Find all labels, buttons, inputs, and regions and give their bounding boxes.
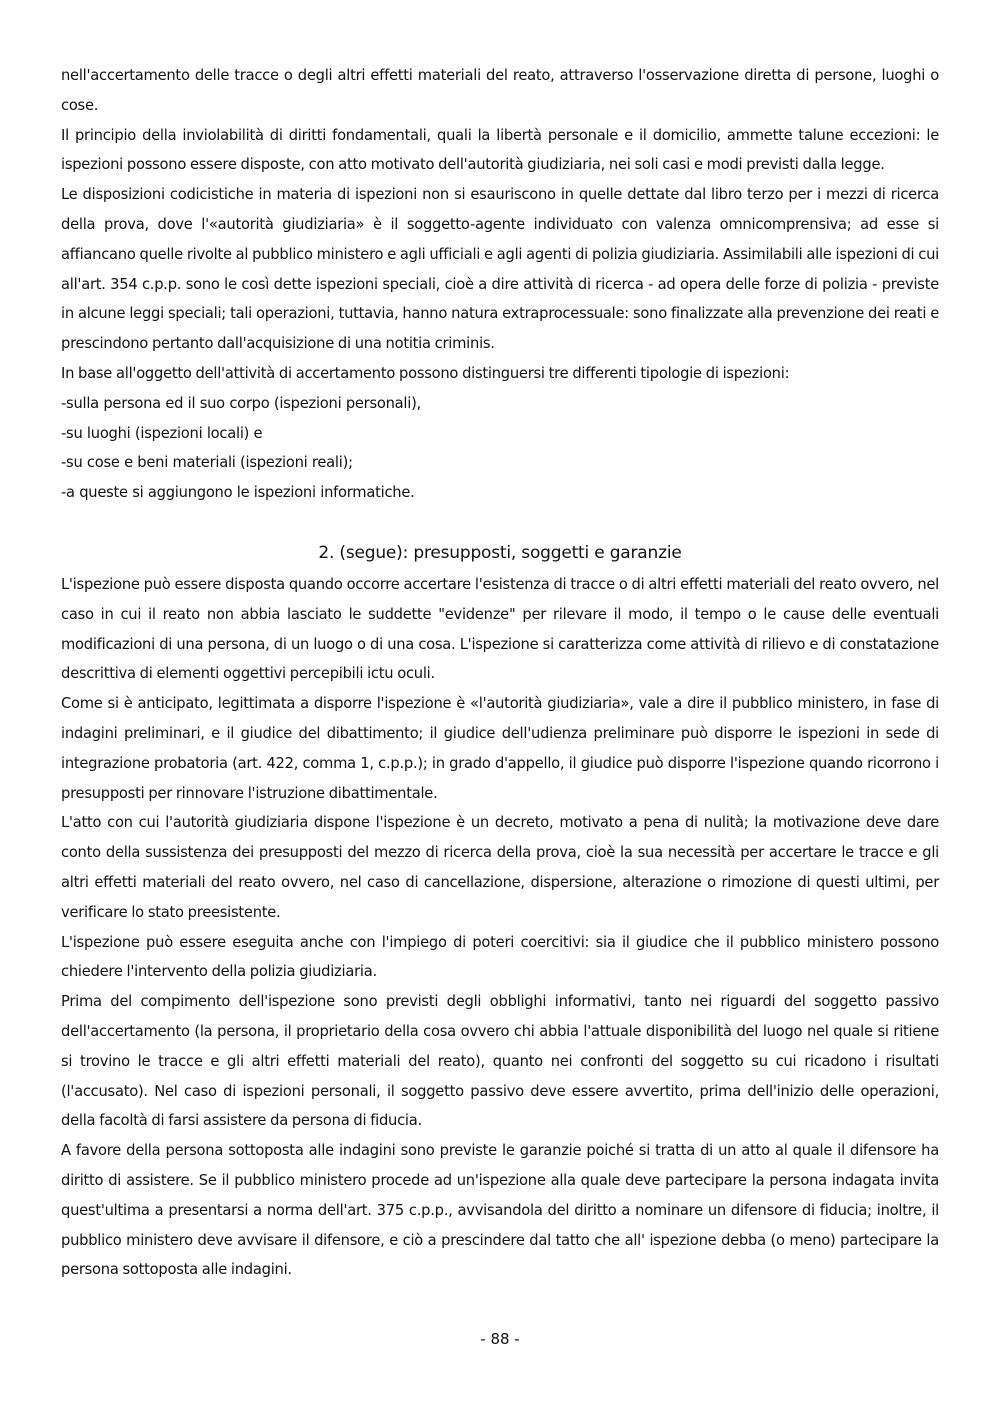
section-ispezioni-intro <box>61 61 939 508</box>
section-body <box>61 570 939 1285</box>
paragraph: Prima del compimento dell'ispezione sono previsti degli obblighi informativi, tanto nei riguardi del soggetto passivo dell'accertamento (la persona, il proprietario della cosa ovvero chi abbia l'attuale disponibilità del luogo nel quale si ritiene si trovino le tracce e gli altri effetti materiali del reato), quanto nei confronti del soggetto su cui ricadono i risultati (l'accusato). Nel caso di ispezioni personali, il soggetto passivo deve essere avvertito, prima dell'inizio delle operazioni, della facoltà di farsi assistere da persona di fiducia. <box>61 993 939 1130</box>
list-item: -su cose e beni materiali (ispezioni reali); <box>61 454 353 472</box>
paragraph: Le disposizioni codicistiche in materia di ispezioni non si esauriscono in quelle dettate dal libro terzo per i mezzi di ricerca della prova, dove l'«autorità giudiziaria» è il soggetto-agente individuato con valenza omnicomprensiva; ad esse si affiancano quelle rivolte al pubblico ministero e agli ufficiali e agli agenti di polizia giudiziaria. Assimilabili alle ispezioni di cui all'art. 354 c.p.p. sono le così dette ispezioni speciali, cioè a dire attività di ricerca - ad opera delle forze di polizia - previste in alcune leggi speciali; tali operazioni, tuttavia, hanno natura extraprocessuale: sono finalizzate alla prevenzione dei reati e prescindono pertanto dall'acquisizione di una notitia criminis. <box>61 186 939 353</box>
ispezioni-types-list <box>61 389 939 508</box>
paragraph: Il principio della inviolabilità di diritti fondamentali, quali la libertà personale e il domicilio, ammette talune eccezioni: le ispezioni possono essere disposte, con atto motivato dell'autorità giudiziaria, nei soli casi e modi previsti dalla legge. <box>61 126 939 174</box>
section-presupposti <box>61 538 939 1285</box>
paragraph: Come si è anticipato, legittimata a disporre l'ispezione è «l'autorità giudiziaria», vale a dire il pubblico ministero, in fase di indagini preliminari, e il giudice del dibattimento; il giudice dell'udienza preliminare può disporre le ispezioni in sede di integrazione probatoria (art. 422, comma 1, c.p.p.); in grado d'appello, il giudice può disporre l'ispezione quando ricorrono i presupposti per rinnovare l'istruzione dibattimentale. <box>61 695 939 802</box>
list-item: -su luoghi (ispezioni locali) e <box>61 424 263 442</box>
paragraph: L'ispezione può essere disposta quando occorre accertare l'esistenza di tracce o di altri effetti materiali del reato ovvero, nel caso in cui il reato non abbia lasciato le suddette "evidenze" per rilevare il modo, il tempo o le cause delle eventuali modificazioni di una persona, di un luogo o di una cosa. L'ispezione si caratterizza come attività di rilievo e di constatazione descrittiva di elementi oggettivi percepibili ictu oculi. <box>61 576 939 683</box>
section-heading: 2. (segue): presupposti, soggetti e garanzie <box>318 543 682 563</box>
paragraph: L'ispezione può essere eseguita anche con l'impiego di poteri coercitivi: sia il giudice che il pubblico ministero possono chiedere l'intervento della polizia giudiziaria. <box>61 933 939 981</box>
page-number: - 88 - <box>480 1330 520 1348</box>
paragraph: A favore della persona sottoposta alle indagini sono previste le garanzie poiché si tratta di un atto al quale il difensore ha diritto di assistere. Se il pubblico ministero procede ad un'ispezione alla quale deve partecipare la persona indagata invita quest'ultima a presentarsi a norma dell'art. 375 c.p.p., avvisandola del diritto a nominare un difensore di fiducia; inoltre, il pubblico ministero deve avvisare il difensore, e ciò a prescindere dal tatto che all' ispezione debba (o meno) partecipare la persona sottoposta alle indagini. <box>61 1142 939 1279</box>
list-item: -sulla persona ed il suo corpo (ispezioni personali), <box>61 394 421 412</box>
paragraph: In base all'oggetto dell'attività di accertamento possono distinguersi tre differenti tipologie di ispezioni: <box>61 364 790 382</box>
paragraph: nell'accertamento delle tracce o degli altri effetti materiali del reato, attraverso l'osservazione diretta di persone, luoghi o cose. <box>61 67 939 114</box>
paragraph: L'atto con cui l'autorità giudiziaria dispone l'ispezione è un decreto, motivato a pena di nulità; la motivazione deve dare conto della sussistenza dei presupposti del mezzo di ricerca della prova, cioè la sua necessità per accertare le tracce e gli altri effetti materiali del reato ovvero, nel caso di cancellazione, dispersione, alterazione o rimozione di questi ultimi, per verificare lo stato preesistente. <box>61 814 939 921</box>
list-item: -a queste si aggiungono le ispezioni informatiche. <box>61 484 415 502</box>
